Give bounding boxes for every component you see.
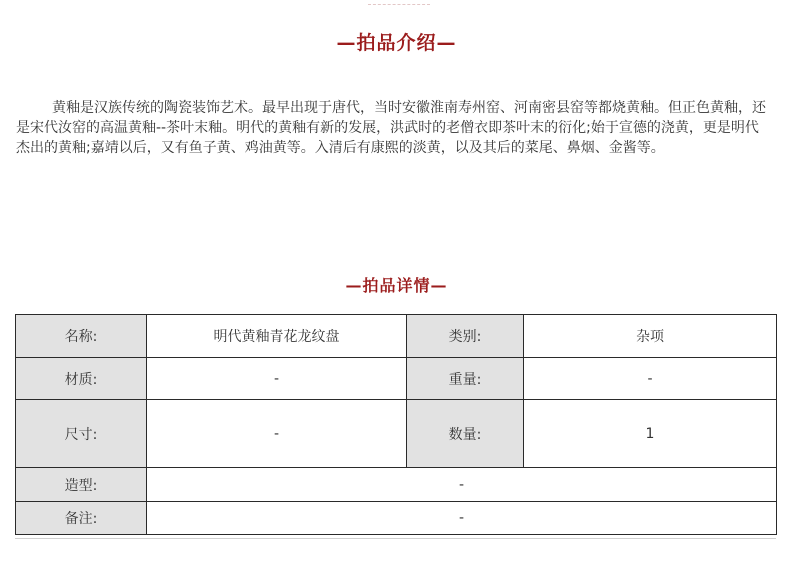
name-value: 明代黄釉青花龙纹盘 [147,315,407,358]
table-row [16,400,777,468]
table-row [16,468,777,502]
size-label: 尺寸: [16,400,147,468]
intro-paragraph: 黄釉是汉族传统的陶瓷装饰艺术。最早出现于唐代，当时安徽淮南寿州窑、河南密县窑等都烧黄釉。但正色黄釉，还是宋代汝窑的高温黄釉--茶叶末釉。明代的黄釉有新的发展，洪武时的老僧衣即茶叶末的衍化;始于宣德的浇黄，更是明代杰出的黄釉;嘉靖以后，又有鱼子黄、鸡油黄等。入清后有康熙的淡黄，以及其后的菜尾、鼻烟、金酱等。 [16,100,766,156]
weight-value: - [524,358,777,400]
name-label: 名称: [16,315,147,358]
quantity-value: 1 [524,400,777,468]
table-row [16,315,777,358]
details-table [15,314,777,535]
weight-label: 重量: [407,358,524,400]
notes-value: - [147,502,777,535]
bottom-divider [15,538,776,539]
table-row [16,502,777,535]
category-value: 杂项 [524,315,777,358]
size-value: - [147,400,407,468]
category-label: 类别: [407,315,524,358]
top-divider [368,4,430,5]
material-label: 材质: [16,358,147,400]
quantity-label: 数量: [407,400,524,468]
notes-label: 备注: [16,502,147,535]
shape-label: 造型: [16,468,147,502]
table-row [16,358,777,400]
details-heading: —拍品详情— [345,276,448,295]
intro-heading: —拍品介绍— [336,32,457,54]
shape-value: - [147,468,777,502]
material-value: - [147,358,407,400]
